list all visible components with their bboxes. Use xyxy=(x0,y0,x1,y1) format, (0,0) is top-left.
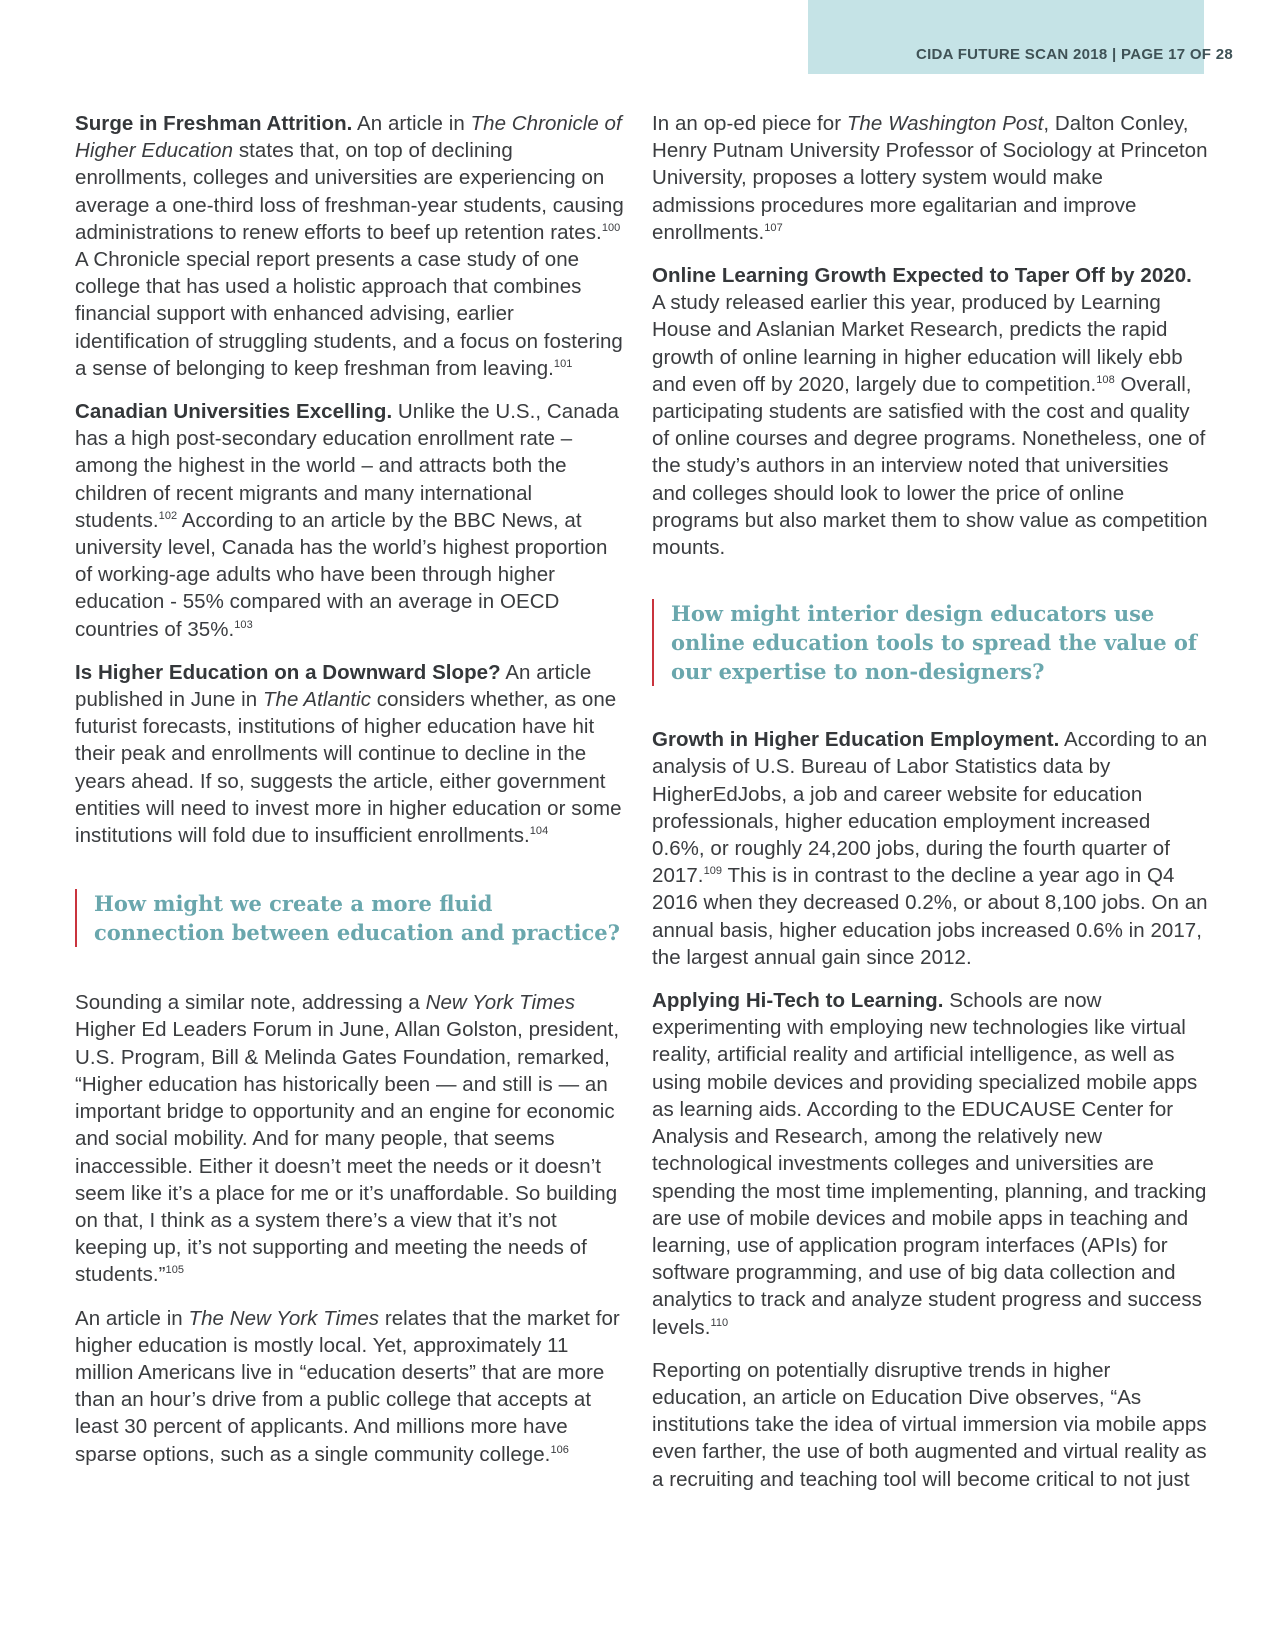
footnote-ref: 107 xyxy=(764,221,783,234)
footnote-ref: 101 xyxy=(553,357,573,370)
body-text: Overall, participating students are satisfied with the cost and quality of online courses and degree programs. Nonetheless, one of the study’s authors in an interview noted that universities and colleges should look to lower the price of online programs but also market them to show value as competition mounts. xyxy=(652,372,1208,560)
footnote-ref: 103 xyxy=(234,618,253,631)
footnote-ref: 109 xyxy=(703,865,723,878)
footnote-ref: 106 xyxy=(550,1443,569,1456)
section-heading: Surge in Freshman Attrition. xyxy=(75,112,353,135)
section-heading: Applying Hi-Tech to Learning. xyxy=(652,989,944,1013)
publication-title: CIDA FUTURE SCAN 2018 xyxy=(915,46,1108,63)
footnote-ref: 100 xyxy=(601,221,621,234)
footnote-ref: 104 xyxy=(529,825,549,838)
left-column xyxy=(75,110,630,1484)
paragraph-online-learning xyxy=(652,262,1208,561)
body-text: A study released earlier this year, produced by Learning House and Aslanian Market Research, predicts the rapid growth of online learning in higher education will likely ebb and even off by 2020, largely due to competition. xyxy=(652,291,1183,396)
body-text: Higher Ed Leaders Forum in June, Allan Golston, president, U.S. Program, Bill & Melinda Gates Foundation, remarked, “Higher education has historically been — and still is — an important bridge to opportunity and an engine for economic and social mobility. And for many people, that seems inaccessible. Either it doesn’t meet the needs or it doesn’t seem like it’s a place for me or it’s unaffordable. So building on that, I think as a system there’s a view that it’s not keeping up, it’s not supporting and meeting the needs of students.” xyxy=(75,1018,620,1287)
body-text: According to an article by the BBC News, at university level, Canada has the world’s highest proportion of working-age adults who have been through higher education - 55% compared with an average in OECD countries of 35%. xyxy=(75,508,608,641)
page-number: PAGE 17 OF 28 xyxy=(1121,46,1233,63)
footnote-ref: 108 xyxy=(1096,373,1115,386)
body-text: Unlike the U.S., Canada has a high post-secondary education enrollment rate – among the highest in the world – and attracts both the children of recent migrants and many international students. xyxy=(75,400,620,532)
body-text: A Chronicle special report presents a case study of one college that has used a holistic approach that combines financial support with enhanced advising, earlier identification of struggling students, and a focus on fostering a sense of belonging to keep freshman from leaving. xyxy=(75,248,623,380)
paragraph-gates-foundation xyxy=(75,989,630,1288)
paragraph-freshman-attrition xyxy=(75,110,630,382)
section-heading: Canadian Universities Excelling. xyxy=(75,400,393,424)
header-separator: | xyxy=(1112,46,1117,63)
paragraph-downward-slope xyxy=(75,659,630,849)
paragraph-hi-tech-learning xyxy=(652,987,1208,1341)
callout-question: How might we create a more fluid connection between education and practice? xyxy=(75,889,630,947)
publication-name: The New York Times xyxy=(188,1306,380,1330)
footnote-ref: 102 xyxy=(158,509,178,522)
body-text: , Dalton Conley, Henry Putnam University Professor of Sociology at Princeton University, proposes a lottery system would make admissions procedures more egalitarian and improve enrollments. xyxy=(652,112,1208,244)
section-heading: Growth in Higher Education Employment. xyxy=(652,728,1060,752)
paragraph-lottery-admissions xyxy=(652,110,1208,246)
paragraph-disruptive-trends xyxy=(652,1357,1208,1493)
body-text: An article published in June in xyxy=(75,660,592,712)
publication-name: New York Times xyxy=(425,991,575,1015)
right-column xyxy=(652,110,1208,1509)
body-text: states that, on top of declining enrollments, colleges and universities are experiencing on average a one-third loss of freshman-year students, causing administrations to renew efforts to beef up retention rates. xyxy=(75,139,624,244)
body-text: Schools are now experimenting with employing new technologies like virtual reality, artificial reality and artificial intelligence, as well as using mobile devices and providing specialized mobile apps as learning aids. According to the EDUCAUSE Center for Analysis and Research, among the relatively new technological investments colleges and universities are spending the most time implementing, planning, and tracking are use of mobile devices and mobile apps in teaching and learning, use of application program interfaces (APIs) for software programming, and use of big data collection and analytics to track and analyze student progress and success levels. xyxy=(652,989,1207,1339)
body-text: According to an analysis of U.S. Bureau of Labor Statistics data by HigherEdJobs, a job and career website for education professionals, higher education employment increased 0.6%, or roughly 24,200 jobs, during the fourth quarter of 2017. xyxy=(652,728,1208,888)
callout-question: How might interior design educators use online education tools to spread the value of our expertise to non-designers? xyxy=(652,599,1208,686)
paragraph-education-deserts xyxy=(75,1305,630,1468)
paragraph-employment-growth xyxy=(652,726,1208,971)
body-text: In an op-ed piece for xyxy=(652,112,847,135)
body-text: An article in xyxy=(75,1306,189,1330)
section-heading: Online Learning Growth Expected to Taper Off by 2020. xyxy=(652,264,1192,288)
publication-name: The Atlantic xyxy=(262,688,372,712)
body-text: Reporting on potentially disruptive trends in higher education, an article on Education Dive observes, “As institutions take the idea of virtual immersion via mobile apps even farther, the use of both augmented and virtual reality as a recruiting and teaching tool will become critical to not just xyxy=(652,1358,1207,1491)
body-text: considers whether, as one futurist forecasts, institutions of higher education have hit their peak and enrollments will continue to decline in the years ahead. If so, suggests the article, either government entities will need to invest more in higher education or some institutions will fold due to insufficient enrollments. xyxy=(75,688,622,848)
section-heading: Is Higher Education on a Downward Slope? xyxy=(75,660,501,684)
page-header xyxy=(916,46,1233,63)
body-text: relates that the market for higher education is mostly local. Yet, approximately 11 million Americans live in “education deserts” that are more than an hour’s drive from a public college that accepts at least 30 percent of applicants. And millions more have sparse options, such as a single community college. xyxy=(75,1306,620,1466)
body-text: This is in contrast to the decline a year ago in Q4 2016 when they decreased 0.2%, or about 8,100 jobs. On an annual basis, higher education jobs increased 0.6% in 2017, the largest annual gain since 2012. xyxy=(652,864,1208,969)
footnote-ref: 110 xyxy=(710,1316,729,1329)
footnote-ref: 105 xyxy=(165,1264,185,1277)
body-text: Sounding a similar note, addressing a xyxy=(75,991,426,1015)
publication-name: The Chronicle of Higher Education xyxy=(75,112,622,163)
publication-name: The Washington Post xyxy=(846,112,1044,135)
paragraph-canadian-universities xyxy=(75,398,630,643)
body-text: An article in xyxy=(352,112,471,135)
